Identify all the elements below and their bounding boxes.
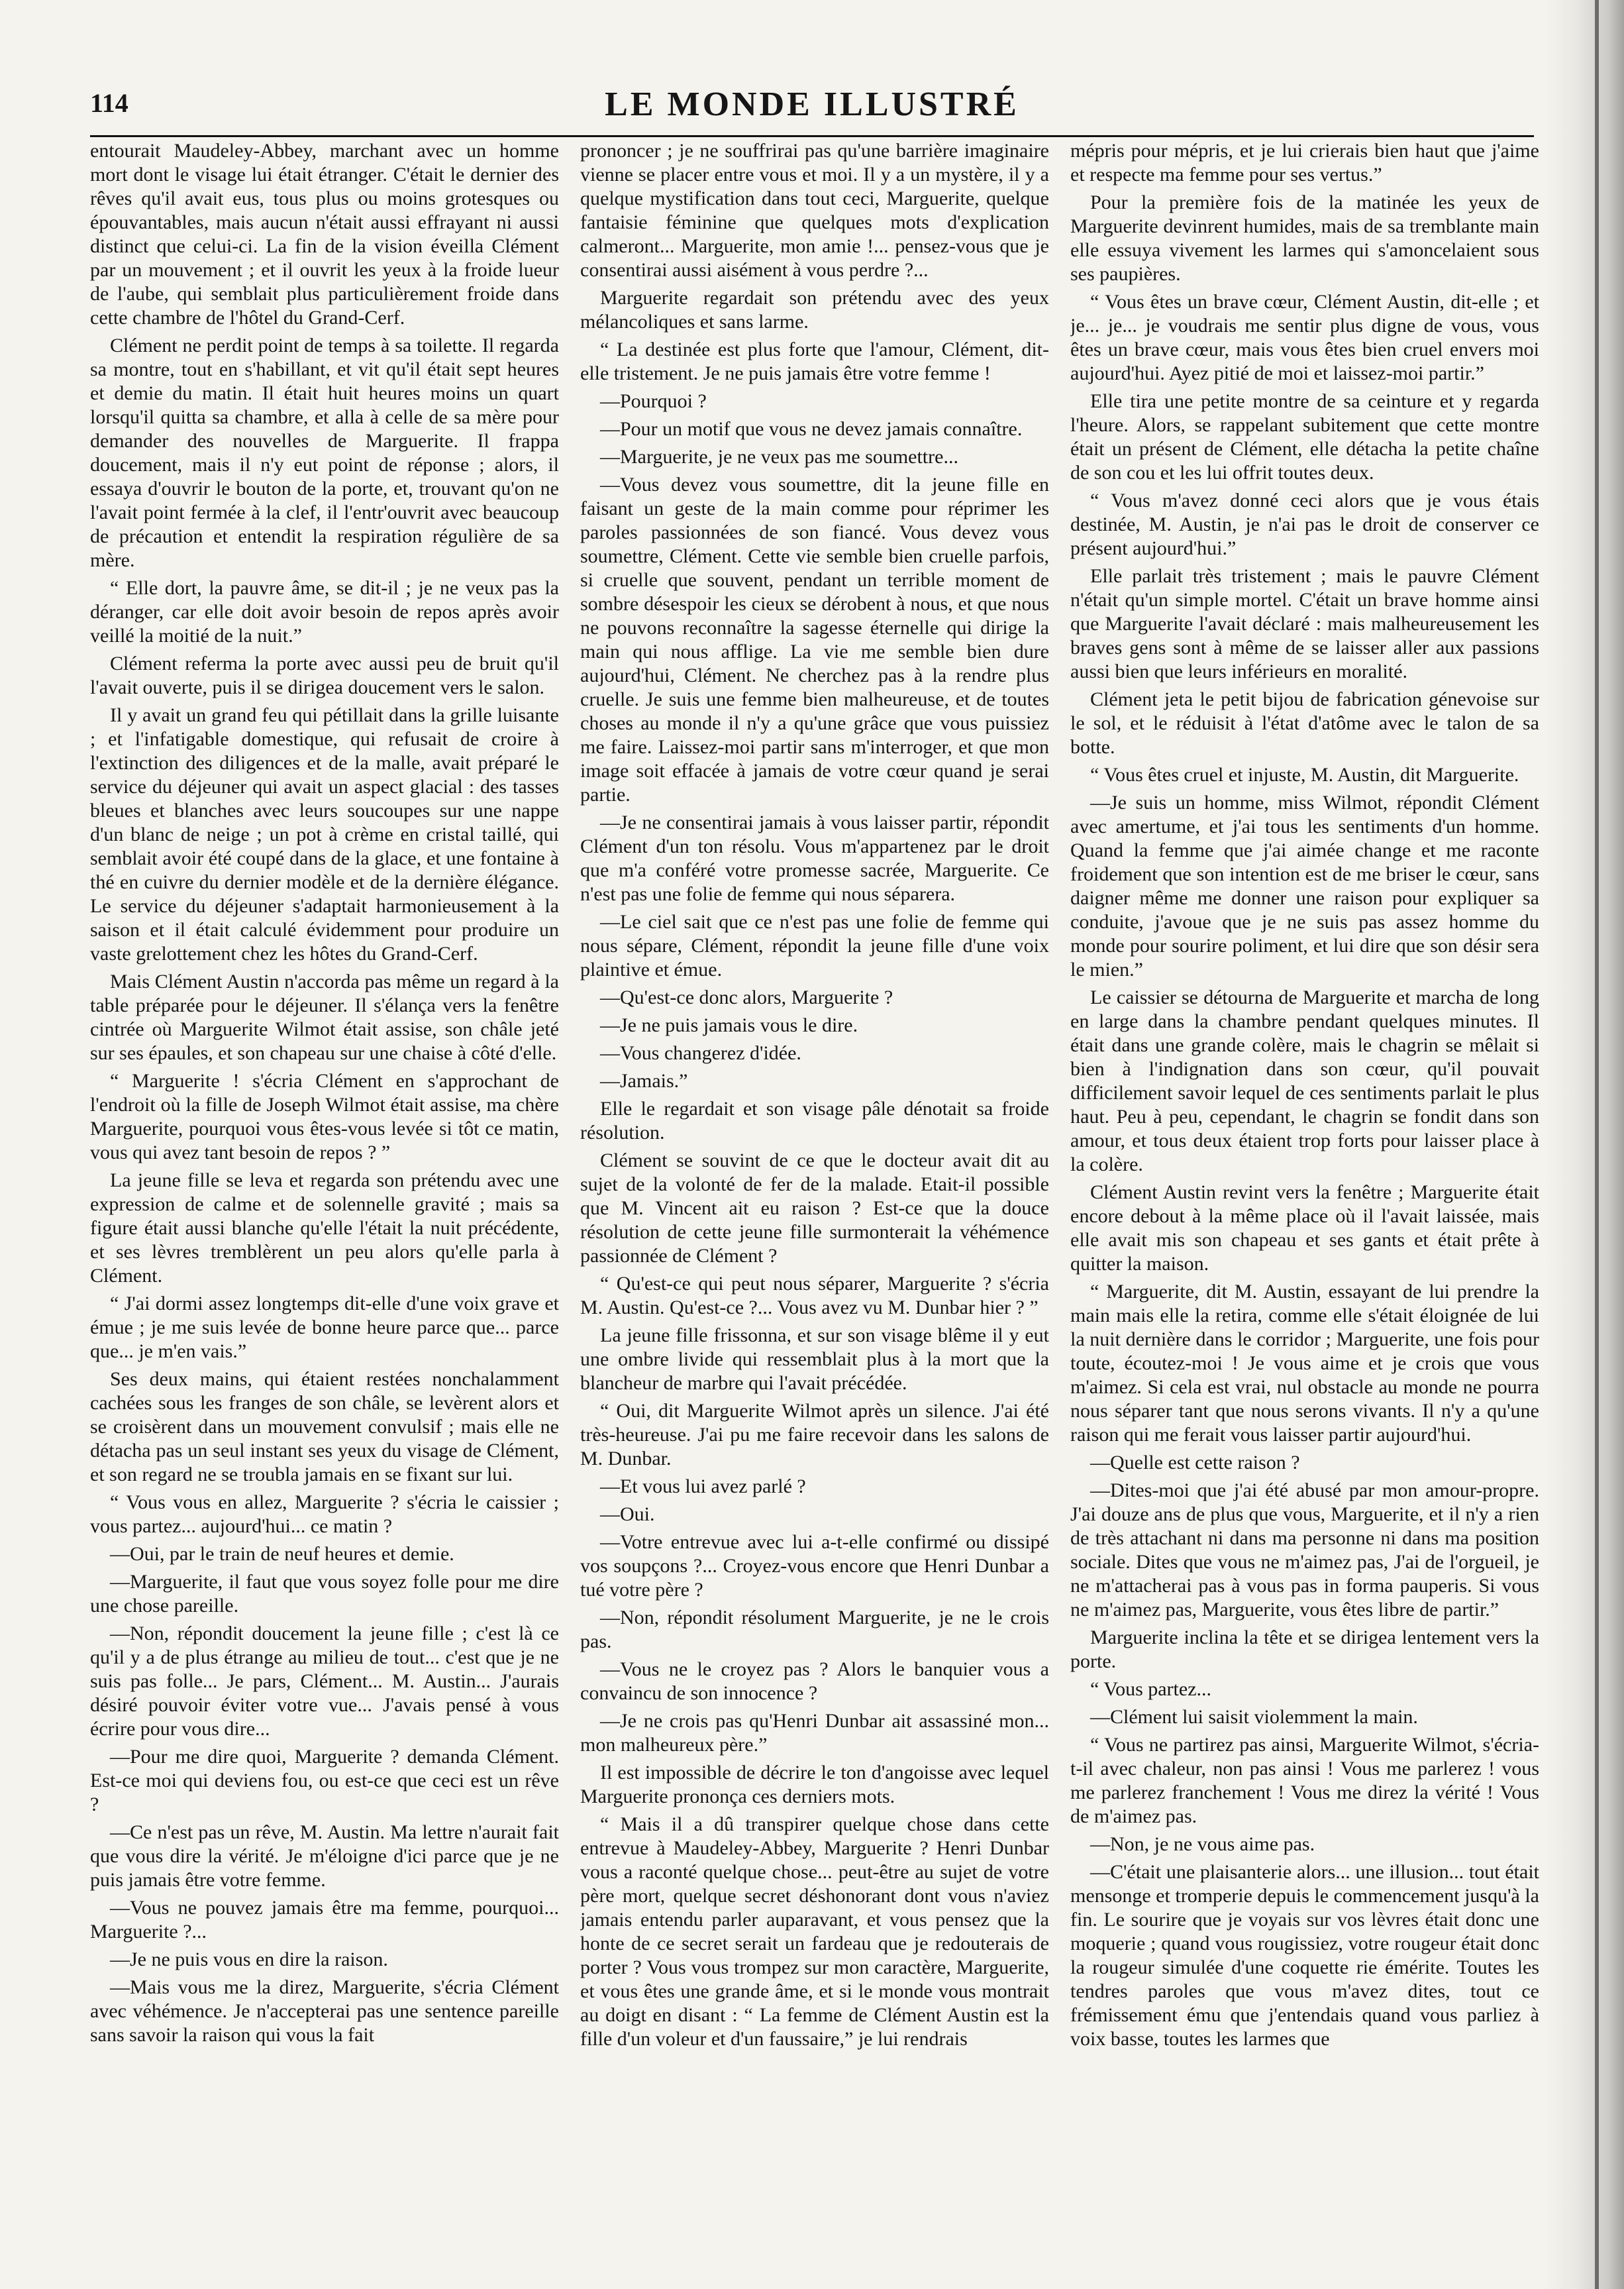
paragraph: “ Marguerite, dit M. Austin, essayant de lui prendre la main mais elle la retira, comme elle s'était éloignée de lui la nuit dernière dans le corridor ; Marguerite, une fois pour toute, écoutez-moi ! Je vous aime et je crois que vous m'aimez. Si cela est vrai, nul obstacle au monde ne pourra nous séparer tant que nous serons vivants. Il n'y a qu'une raison qui me ferait vous laisser partir aujourd'hui.	[1070, 1281, 1539, 1446]
paragraph: “ Vous êtes un brave cœur, Clément Austin, dit-elle ; et je... je... je voudrais me sentir plus digne de vous, vous êtes un brave cœur, mais vous êtes bien cruel envers moi aujourd'hui. Ayez pitié de moi et laissez-moi partir.”	[1070, 291, 1539, 384]
paragraph: —Pour un motif que vous ne devez jamais connaître.	[600, 418, 1023, 440]
column-1	[90, 139, 559, 2259]
paragraph: Il y avait un grand feu qui pétillait dans la grille luisante ; et l'infatigable domestique, qui refusait de croire à l'extinction des diligences et de la malle, avait préparé le service du déjeuner qui avait un aspect glacial : des tasses bleues et blanches avec leurs soucoupes sur une nappe d'un blanc de neige ; un pot à crème en cristal taillé, qui semblait avoir été coupé dans de la glace, et une fontaine à thé en cuivre du dernier modèle et de la dernière élégance. Le service du déjeuner s'adaptait harmonieusement à la saison et il était calculé évidemment pour produire un vaste grelottement chez les hôtes du Grand-Cerf.	[90, 704, 559, 965]
paragraph: “ Marguerite ! s'écria Clément en s'approchant de l'endroit où la fille de Joseph Wilmot était assise, ma chère Marguerite, pourquoi vous êtes-vous levée si tôt ce matin, vous qui avez tant besoin de repos ? ”	[90, 1070, 559, 1163]
paragraph: —Je suis un homme, miss Wilmot, répondit Clément avec amertume, et j'ai tous les sentiments d'un homme. Quand la femme que j'ai aimée change et me raconte froidement que son intention est de me briser le cœur, sans daigner même me donner une raison pour expliquer sa conduite, j'avoue que je ne suis pas assez homme du monde pour sourire poliment, et lui dire que son désir sera le mien.”	[1070, 792, 1539, 981]
paragraph: —Et vous lui avez parlé ?	[600, 1475, 806, 1497]
paragraph: —Je ne consentirai jamais à vous laisser partir, répondit Clément d'un ton résolu. Vous m'appartenez par le droit que m'a conféré votre promesse sacrée, Marguerite. Ce n'est pas une folie de femme qui nous séparera.	[580, 812, 1049, 905]
paragraph: —C'était une plaisanterie alors... une illusion... tout était mensonge et tromperie depuis le commencement jusqu'à la fin. Le sourire que je voyais sur vos lèvres était donc une moquerie ; quand vous rougissiez, votre rougeur était donc la rougeur simulée d'une coquette rie émérite. Toutes les tendres paroles que vous m'avez dites, tout ce frémissement ému que j'entendais quand vous parliez à voix basse, toutes les larmes que	[1070, 1861, 1539, 2050]
paragraph: Elle parlait très tristement ; mais le pauvre Clément n'était qu'un simple mortel. C'était un brave homme ainsi que Marguerite l'avait déclaré : mais malheureusement les braves gens sont à même de se laisser aller aux passions aussi bien que leurs inférieurs en moralité.	[1070, 565, 1539, 682]
paragraph: —Qu'est-ce donc alors, Marguerite ?	[600, 986, 893, 1008]
header-rule	[90, 135, 1534, 137]
paragraph: “ Mais il a dû transpirer quelque chose dans cette entrevue à Maudeley-Abbey, Marguerite ? Henri Dunbar vous a raconté quelque chose... peut-être au sujet de votre père mort, quelque secret déshonorant dont vous n'aviez jamais entendu parler auparavant, et vous pensez que la honte de ce secret serait un fardeau que je redouterais de porter ? Vous vous trompez sur mon caractère, Marguerite, et vous êtes une grande âme, et si le monde vous montrait au doigt en disant : “ La femme de Clément Austin est la fille d'un voleur et d'un faussaire,” je lui rendrais	[580, 1813, 1049, 2050]
paragraph: —Non, répondit résolument Marguerite, je ne le crois pas.	[580, 1607, 1049, 1652]
paragraph: —Marguerite, il faut que vous soyez folle pour me dire une chose pareille.	[90, 1571, 559, 1617]
paragraph: —Quelle est cette raison ?	[1090, 1452, 1300, 1473]
paragraph: —Non, je ne vous aime pas.	[1090, 1833, 1315, 1855]
paragraph: “ Vous partez...	[1090, 1678, 1212, 1700]
paragraph: “ J'ai dormi assez longtemps dit-elle d'une voix grave et émue ; je me suis levée de bonne heure parce que... parce que... je m'en vais.”	[90, 1293, 559, 1362]
paragraph: —Marguerite, je ne veux pas me soumettre...	[600, 446, 958, 468]
column-2	[580, 139, 1049, 2259]
masthead-title: LE MONDE ILLUSTRÉ	[605, 85, 1019, 123]
paragraph: —Je ne puis vous en dire la raison.	[110, 1948, 388, 1970]
paragraph: Elle le regardait et son visage pâle dénotait sa froide résolution.	[580, 1098, 1049, 1144]
paragraph: —Ce n'est pas un rêve, M. Austin. Ma lettre n'aurait fait que vous dire la vérité. Je m'éloigne d'ici parce que je ne puis jamais être votre femme.	[90, 1821, 559, 1891]
paragraph: —Vous ne le croyez pas ? Alors le banquier vous a convaincu de son innocence ?	[580, 1658, 1049, 1704]
paragraph: “ Vous vous en allez, Marguerite ? s'écria le caissier ; vous partez... aujourd'hui... ce matin ?	[90, 1491, 559, 1537]
page-edge-shadow	[1545, 0, 1624, 2289]
paragraph: —Dites-moi que j'ai été abusé par mon amour-propre. J'ai douze ans de plus que vous, Marguerite, et il n'y a rien de très attachant ni dans ma personne ni dans ma position sociale. Dites que vous ne m'aimez pas, J'ai de l'orgueil, je ne m'attacherai pas à vous pas in forma pauperis. Si vous ne m'aimez pas, Marguerite, vous êtes libre de partir.”	[1070, 1479, 1539, 1621]
paragraph: —Vous ne pouvez jamais être ma femme, pourquoi... Marguerite ?...	[90, 1897, 559, 1943]
paragraph: “ Qu'est-ce qui peut nous séparer, Marguerite ? s'écria M. Austin. Qu'est-ce ?... Vous avez vu M. Dunbar hier ? ”	[580, 1273, 1049, 1318]
paragraph: Clément jeta le petit bijou de fabrication génevoise sur le sol, et le réduisit à l'état d'atôme avec le talon de sa botte.	[1070, 688, 1539, 758]
paragraph: Clément se souvint de ce que le docteur avait dit au sujet de la volonté de fer de la malade. Etait-il possible que M. Vincent ait eu raison ? Est-ce que la douce résolution de cette jeune fille surmonterait la véhémence passionnée de Clément ?	[580, 1149, 1049, 1267]
paragraph: Elle tira une petite montre de sa ceinture et y regarda l'heure. Alors, se rappelant subitement que cette montre était un présent de Clément, elle détacha la petite chaîne de son cou et les lui offrit toutes deux.	[1070, 390, 1539, 484]
page-number: 114	[90, 88, 128, 118]
paragraph: “ La destinée est plus forte que l'amour, Clément, dit-elle tristement. Je ne puis jamais être votre femme !	[580, 339, 1049, 384]
paragraph: Le caissier se détourna de Marguerite et marcha de long en large dans la chambre pendant quelques minutes. Il était dans une grande colère, mais le chagrin se mêlait si bien à l'indignation dans son cœur, qu'il pouvait difficilement savoir lequel de ces sentiments parlait le plus haut. Peu à peu, cependant, le chagrin se fondit dans son amour, et tous deux étaient trop forts pour laisser place à la colère.	[1070, 986, 1539, 1175]
paragraph: mépris pour mépris, et je lui crierais bien haut que j'aime et respecte ma femme pour ses vertus.”	[1070, 140, 1539, 186]
paragraph: Clément ne perdit point de temps à sa toilette. Il regarda sa montre, tout en s'habillant, et vit qu'il était sept heures et demie du matin. Il était huit heures moins un quart lorsqu'il quitta sa chambre, et alla à celle de sa mère pour demander des nouvelles de Marguerite. Il frappa doucement, mais il n'y eut point de réponse ; alors, il essaya d'ouvrir le bouton de la porte, et, trouvant qu'on ne l'avait point fermée à la clef, il l'entr'ouvrit avec beaucoup de précaution et entendit la respiration régulière de sa mère.	[90, 335, 559, 571]
page-edge-line	[1595, 0, 1599, 2289]
paragraph: —Je ne crois pas qu'Henri Dunbar ait assassiné mon... mon malheureux père.”	[580, 1710, 1049, 1756]
paragraph: “ Elle dort, la pauvre âme, se dit-il ; je ne veux pas la déranger, car elle doit avoir besoin de repos après avoir veillé la moitié de la nuit.”	[90, 577, 559, 647]
paragraph: La jeune fille se leva et regarda son prétendu avec une expression de calme et de solennelle gravité ; mais sa figure était aussi blanche qu'elle l'était la nuit précédente, et ses lèvres tremblèrent un peu alors qu'elle parla à Clément.	[90, 1169, 559, 1287]
paragraph: —Mais vous me la direz, Marguerite, s'écria Clément avec véhémence. Je n'accepterai pas une sentence pareille sans savoir la raison qui vous la fait	[90, 1976, 559, 2046]
paragraph: —Oui, par le train de neuf heures et demie.	[110, 1543, 454, 1565]
paragraph: “ Oui, dit Marguerite Wilmot après un silence. J'ai été très-heureuse. J'ai pu me faire recevoir dans les salons de M. Dunbar.	[580, 1400, 1049, 1469]
paragraph: Marguerite regardait son prétendu avec des yeux mélancoliques et sans larme.	[580, 287, 1049, 333]
column-3	[1070, 139, 1539, 2259]
paragraph: Clément referma la porte avec aussi peu de bruit qu'il l'avait ouverte, puis il se dirigea doucement vers le salon.	[90, 653, 559, 698]
paragraph: —Oui.	[600, 1503, 655, 1525]
paragraph: La jeune fille frissonna, et sur son visage blême il y eut une ombre livide qui ressemblait plus à la mort que la blancheur de marbre qui l'avait précédée.	[580, 1324, 1049, 1394]
paragraph: prononcer ; je ne souffrirai pas qu'une barrière imaginaire vienne se placer entre vous et moi. Il y a un mystère, il y a quelque mystification dans tout ceci, Marguerite, quelque fantaisie féminine que quelques mots d'explication calmeront... Marguerite, mon amie !... pensez-vous que je consentirai aussi aisément à vous perdre ?...	[580, 140, 1049, 281]
paragraph: —Clément lui saisit violemment la main.	[1090, 1706, 1418, 1728]
paragraph: Il est impossible de décrire le ton d'angoisse avec lequel Marguerite prononça ces derniers mots.	[580, 1762, 1049, 1807]
paragraph: Clément Austin revint vers la fenêtre ; Marguerite était encore debout à la même place où il l'avait laissée, mais elle avait mis son chapeau et ses gants et était prête à quitter la maison.	[1070, 1181, 1539, 1275]
paragraph: entourait Maudeley-Abbey, marchant avec un homme mort dont le visage lui était étranger. C'était le dernier des rêves qu'il avait eus, tous plus ou moins grotesques ou épouvantables, mais aucun n'était aussi effrayant ni aussi distinct que celui-ci. La fin de la vision éveilla Clément par un mouvement ; et il ouvrit les yeux à la froide lueur de l'aube, qui semblait plus particulièrement froide dans cette chambre de l'hôtel du Grand-Cerf.	[90, 140, 559, 329]
paragraph: Mais Clément Austin n'accorda pas même un regard à la table préparée pour le déjeuner. Il s'élança vers la fenêtre cintrée où Marguerite Wilmot était assise, son châle jeté sur ses épaules, et son chapeau sur une chaise à côté d'elle.	[90, 971, 559, 1064]
page-header	[90, 85, 1534, 133]
paragraph: —Vous devez vous soumettre, dit la jeune fille en faisant un geste de la main comme pour réprimer les paroles passionnées de son fiancé. Vous devez vous soumettre, Clément. Cette vie semble bien cruelle parfois, si cruelle que souvent, pendant un terrible moment de sombre désespoir les cieux se dérobent à nous, et que nous ne pouvons reconnaître la sagesse éternelle qui dirige la main qui nous afflige. La vie me semble bien dure aujourd'hui, Clément. Ne cherchez pas à la rendre plus cruelle. Je suis une femme bien malheureuse, et de toutes choses au monde il n'y a qu'une grâce que vous puissiez me faire. Laissez-moi partir sans m'interroger, et que mon image soit effacée à jamais de votre cœur quand je serai partie.	[580, 474, 1049, 806]
article-columns	[90, 139, 1539, 2259]
paragraph: “ Vous êtes cruel et injuste, M. Austin, dit Marguerite.	[1090, 764, 1519, 786]
paragraph: “ Vous ne partirez pas ainsi, Marguerite Wilmot, s'écria-t-il avec chaleur, non pas ainsi ! Vous me parlerez ! vous me parlerez franchement ! Vous me direz la vérité ! Vous de m'aimez pas.	[1070, 1734, 1539, 1827]
paragraph: —Je ne puis jamais vous le dire.	[600, 1014, 858, 1036]
paragraph: —Vous changerez d'idée.	[600, 1042, 801, 1064]
paragraph: —Votre entrevue avec lui a-t-elle confirmé ou dissipé vos soupçons ?... Croyez-vous encore que Henri Dunbar a tué votre père ?	[580, 1531, 1049, 1601]
paragraph: Ses deux mains, qui étaient restées nonchalamment cachées sous les franges de son châle, se levèrent alors et se croisèrent dans un mouvement convulsif ; mais elle ne détacha pas un seul instant ses yeux du visage de Clément, et son regard ne se troubla jamais en se fixant sur lui.	[90, 1368, 559, 1485]
paragraph: Pour la première fois de la matinée les yeux de Marguerite devinrent humides, mais de sa tremblante main elle essuya vivement les larmes qui s'amoncelaient sous ses paupières.	[1070, 191, 1539, 285]
paragraph: “ Vous m'avez donné ceci alors que je vous étais destinée, M. Austin, je n'ai pas le droit de conserver ce présent aujourd'hui.”	[1070, 490, 1539, 559]
paragraph: —Pourquoi ?	[600, 390, 707, 412]
paragraph: Marguerite inclina la tête et se dirigea lentement vers la porte.	[1070, 1626, 1539, 1672]
paragraph: —Jamais.”	[600, 1070, 688, 1092]
paragraph: —Non, répondit doucement la jeune fille ; c'est là ce qu'il y a de plus étrange au milieu de tout... c'est que je ne suis pas folle... Je pars, Clément... M. Austin... J'aurais désiré pouvoir éviter votre vue... J'avais pensé à vous écrire pour vous dire...	[90, 1623, 559, 1740]
paragraph: —Le ciel sait que ce n'est pas une folie de femme qui nous sépare, Clément, répondit la jeune fille d'une voix plaintive et émue.	[580, 911, 1049, 981]
paragraph: —Pour me dire quoi, Marguerite ? demanda Clément. Est-ce moi qui deviens fou, ou est-ce que ceci est un rêve ?	[90, 1746, 559, 1815]
